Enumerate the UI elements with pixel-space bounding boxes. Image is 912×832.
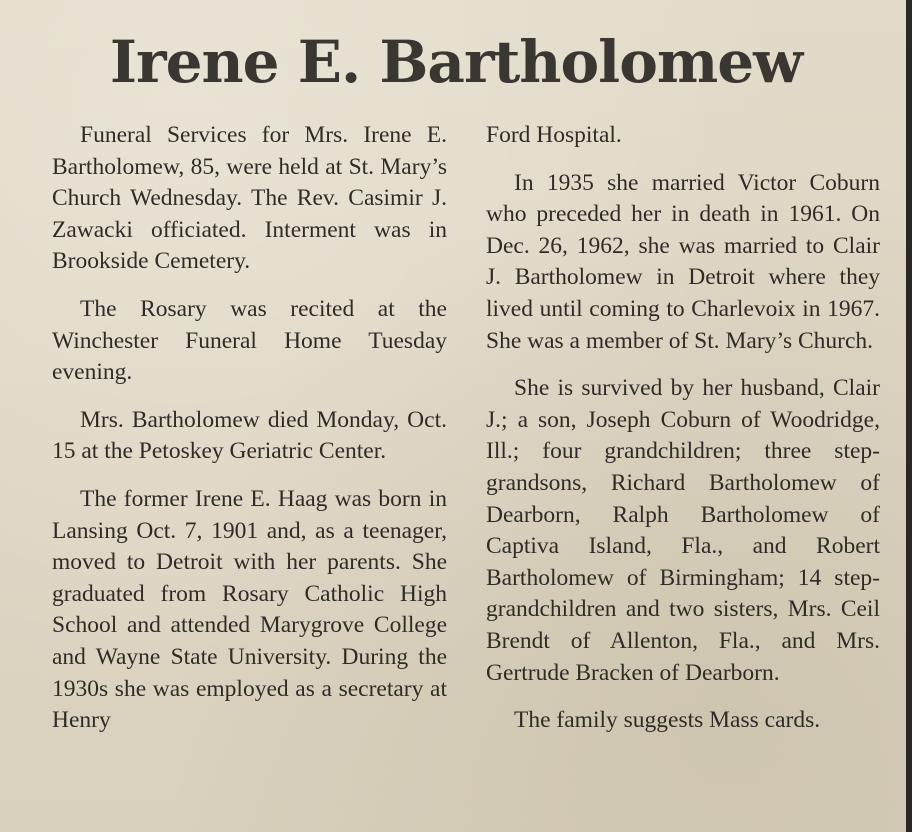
right-column [486,120,880,753]
paragraph-biography: The former Irene E. Haag was born in Lansing Oct. 7, 1901 and, as a teenager, moved to Detroit with her parents. She graduated from Rosary Catholic High School and attended Marygrove College and Wayne State University. During the 1930s she was employed as a secretary at Henry [52,485,447,734]
paragraph-funeral-services: Funeral Services for Mrs. Irene E. Bartholomew, 85, were held at St. Mary’s Church Wednesday. The Rev. Casimir J. Zawacki officiated. Interment was in Brookside Cemetery. [52,122,447,275]
obituary-headline: Irene E. Bartholomew [109,28,803,96]
scan-edge [906,0,912,832]
paragraph-marriage: In 1935 she married Victor Coburn who preceded her in death in 1961. On Dec. 26, 1962, she was married to Clair J. Bartholomew in Detroit where they lived until coming to Charlevoix in 1967. She was a member of St. Mary’s Church. [486,169,880,354]
paragraph-rosary: The Rosary was recited at the Winchester Funeral Home Tuesday evening. [52,295,447,386]
paragraph-continuation: Ford Hospital. [486,122,622,148]
paragraph-closing: The family suggests Mass cards. [514,707,821,734]
paragraph-death: Mrs. Bartholomew died Monday, Oct. 15 at the Petoskey Geriatric Center. [52,406,447,465]
left-column [52,120,447,753]
paragraph-survivors: She is survived by her husband, Clair J.; a son, Joseph Coburn of Woodridge, Ill.; four grandchildren; three step-grandsons, Richard Bartholomew of Dearborn, Ralph Bartholomew of Captiva Island, Fla., and Robert Bartholomew of Birmingham; 14 step-grandchildren and two sisters, Mrs. Ceil Brendt of Allenton, Fla., and Mrs. Gertrude Bracken of Dearborn. [486,375,880,686]
